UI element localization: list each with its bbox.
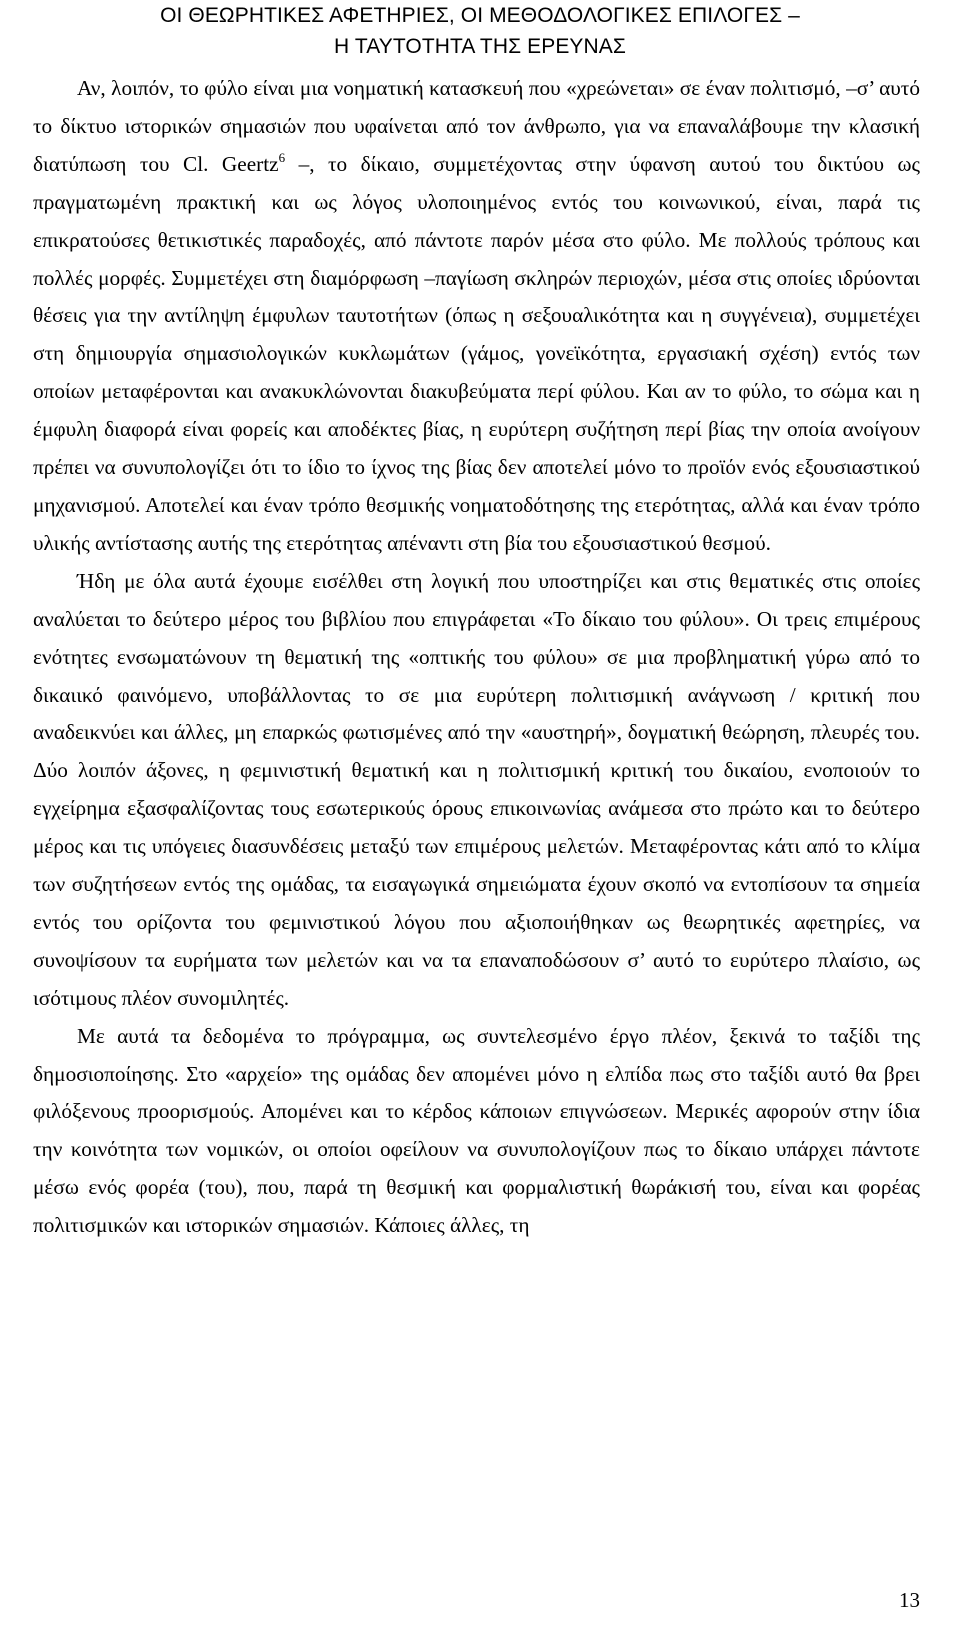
paragraph-1-text-a: Αν, λοιπόν, το φύλο είναι μια νοηματική κατασκευή που «χρεώνεται» σε έναν πολιτισμό, –σ’ αυτό το δίκτυο ιστορικών σημασιών που υφαίνεται από τον άνθρωπο, για να επαναλάβουμε την κλασική διατύπωση του Cl. Geertz bbox=[33, 76, 920, 176]
footnote-reference[interactable]: 6 bbox=[278, 149, 286, 165]
paragraph-3: Με αυτά τα δεδομένα το πρόγραμμα, ως συντελεσμένο έργο πλέον, ξεκινά το ταξίδι της δημοσιοποίησης. Στο «αρχείο» της ομάδας δεν απομένει μόνο η ελπίδα πως στο ταξίδι αυτό θα βρει φιλόξενους προορισμούς. Απομένει και το κέρδος κάποιων επιγνώσεων. Μερικές αφορούν στην ίδια την κοινότητα των νομικών, οι οποίοι οφείλουν να συνυπολογίζουν πως το δίκαιο υπάρχει πάντοτε μέσω ενός φορέα (του), που, παρά τη θεσμική και φορμαλιστική θωράκισή του, είναι και φορέας πολιτισμικών και ιστορικών σημασιών. Κάποιες άλλες, τη bbox=[33, 1023, 920, 1238]
paragraph-1 bbox=[33, 70, 920, 563]
running-header bbox=[0, 0, 960, 62]
paragraph-1-text-b: –, το δίκαιο, συμμετέχοντας στην ύφανση αυτού του δικτύου ως πραγματωμένη πρακτική και ως λόγος υλοποιημένος εντός του κοινωνικού, είναι, παρά τις επικρατούσες θετικιστικές παραδοχές, από πάντοτε παρόν μέσα στο φύλο. Με πολλούς τρόπους και πολλές μορφές. Συμμετέχει στη διαμόρφωση –παγίωση σκληρών περιοχών, μέσα στις οποίες ιδρύονται θέσεις για την αντίληψη έμφυλων ταυτοτήτων (όπως η σεξουαλικότητα και η συγγένεια), συμμετέχει στη δημιουργία σημασιολογικών κυκλωμάτων (γάμος, γονεϊκότητα, εργασιακή σχέση) εντός των οποίων μεταφέρονται και ανακυκλώνονται διακυβεύματα περί φύλου. Και αν το φύλο, το σώμα και η έμφυλη διαφορά είναι φορείς και αποδέκτες βίας, η ευρύτερη συζήτηση περί βίας την οποία ανοίγουν πρέπει να συνυπολογίζει ότι το ίδιο το ίχνος της βίας δεν αποτελεί μόνο το προϊόν ενός εξουσιαστικού μηχανισμού. Αποτελεί και έναν τρόπο θεσμικής νοηματοδότησης της ετερότητας, αλλά και έναν τρόπο υλικής αντίστασης αυτής της ετερότητας απέναντι στη βία του εξουσιαστικού θεσμού. bbox=[33, 151, 920, 555]
running-header-line-1: ΟΙ ΘΕΩΡΗΤΙΚΕΣ ΑΦΕΤΗΡΙΕΣ, ΟΙ ΜΕΘΟΔΟΛΟΓΙΚΕΣ ΕΠΙΛΟΓΕΣ – bbox=[160, 4, 800, 27]
page-number: 13 bbox=[899, 1588, 920, 1612]
running-header-line-2: Η ΤΑΥΤΟΤΗΤΑ ΤΗΣ ΕΡΕΥΝΑΣ bbox=[334, 35, 626, 58]
body-text bbox=[33, 70, 920, 1245]
paragraph-2: Ήδη με όλα αυτά έχουμε εισέλθει στη λογική που υποστηρίζει και στις θεματικές στις οποίες αναλύεται το δεύτερο μέρος του βιβλίου που επιγράφεται «Το δίκαιο του φύλου». Οι τρεις επιμέρους ενότητες ενσωματώνουν τη θεματική της «οπτικής του φύλου» σε μια προβληματική γύρω από το δικαιικό φαινόμενο, υποβάλλοντας το σε μια ευρύτερη πολιτισμική ανάγνωση / κριτική που αναδεικνύει και άλλες, μη επαρκώς φωτισμένες από την «αυστηρή», δογματική θεώρηση, πλευρές του. Δύο λοιπόν άξονες, η φεμινιστική θεματική και η πολιτισμική κριτική του δικαίου, ενοποιούν το εγχείρημα εξασφαλίζοντας τους εσωτερικούς όρους επικοινωνίας ανάμεσα στο πρώτο και το δεύτερο μέρος και τις υπόγειες διασυνδέσεις μεταξύ των επιμέρους μελετών. Μεταφέροντας κάτι από το κλίμα των συζητήσεων εντός της ομάδας, τα εισαγωγικά σημειώματα έχουν σκοπό να εντοπίσουν τα σημεία εντός του ορίζοντα του φεμινιστικού λόγου που αξιοποιήθηκαν ως θεωρητικές αφετηρίες, να συνοψίσουν τα ευρήματα των μελετών και να τα επαναποδώσουν σ’ αυτό το ευρύτερο πλαίσιο, ως ισότιμους πλέον συνομιλητές. bbox=[33, 568, 920, 1010]
